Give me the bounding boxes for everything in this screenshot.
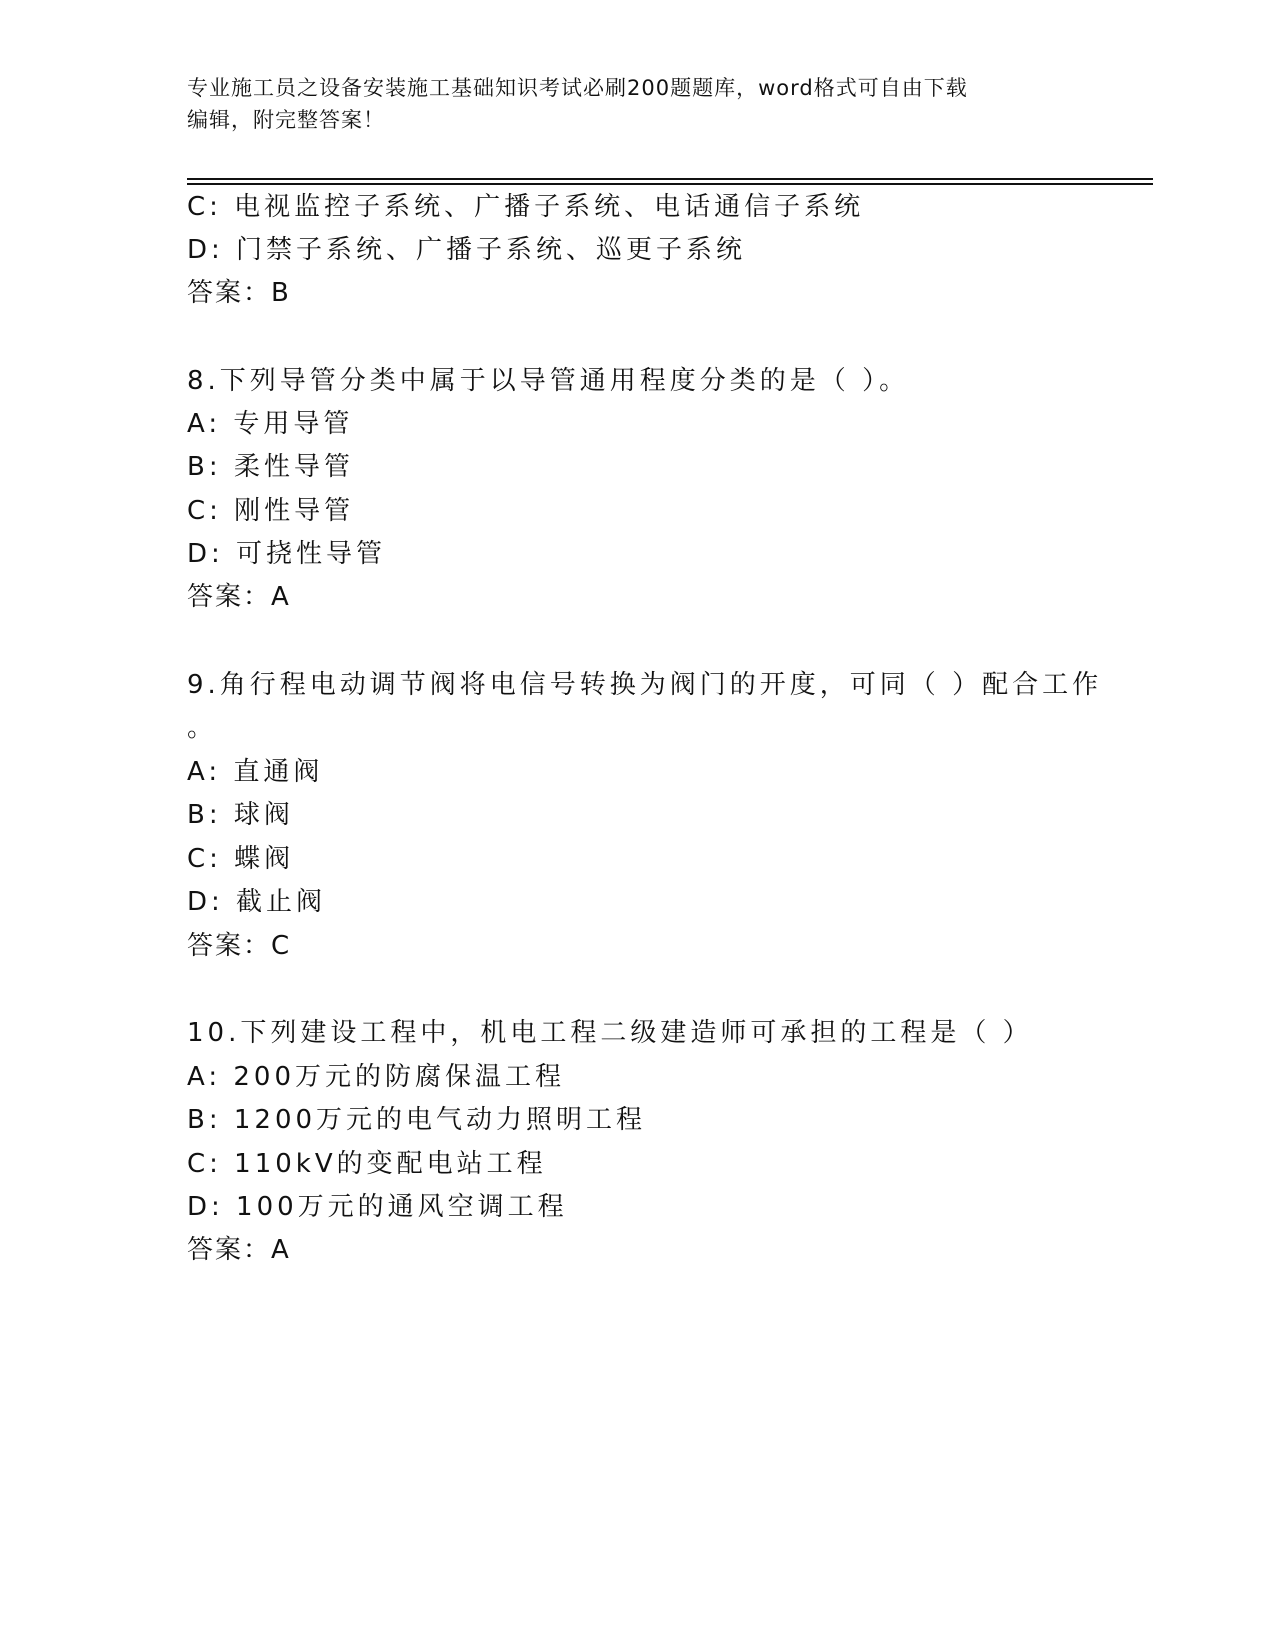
header-title-line1: 专业施工员之设备安装施工基础知识考试必刷200题题库，word格式可自由下载 (187, 76, 968, 100)
q9-option-d: D: 截止阀 (187, 887, 327, 917)
header-divider-top (187, 178, 1153, 180)
q9-question-line2: 。 (187, 713, 218, 743)
q8-question: 8.下列导管分类中属于以导管通用程度分类的是（ ）。 (187, 366, 910, 396)
q9-option-b: B: 球阀 (187, 800, 294, 830)
header-divider-bottom (187, 183, 1153, 185)
q10-option-b: B: 1200万元的电气动力照明工程 (187, 1105, 647, 1135)
q8-option-b: B: 柔性导管 (187, 452, 354, 482)
q8-answer: 答案：A (187, 582, 291, 612)
q8-option-a: A: 专用导管 (187, 409, 354, 439)
q10-option-c: C: 110kV的变配电站工程 (187, 1149, 547, 1179)
q9-option-a: A: 直通阀 (187, 757, 324, 787)
q7-answer: 答案：B (187, 278, 291, 308)
header-title-line2: 编辑，附完整答案！ (187, 108, 385, 132)
q10-question: 10.下列建设工程中，机电工程二级建造师可承担的工程是（ ） (187, 1018, 1033, 1048)
q8-option-d: D: 可挠性导管 (187, 539, 387, 569)
q9-answer: 答案：C (187, 931, 292, 961)
document-header (187, 72, 1087, 136)
q10-option-d: D: 100万元的通风空调工程 (187, 1192, 568, 1222)
q7-option-c: C: 电视监控子系统、广播子系统、电话通信子系统 (187, 192, 865, 222)
q10-option-a: A: 200万元的防腐保温工程 (187, 1062, 565, 1092)
q7-option-d: D: 门禁子系统、广播子系统、巡更子系统 (187, 235, 747, 265)
q8-option-c: C: 刚性导管 (187, 496, 355, 526)
q10-answer: 答案：A (187, 1235, 291, 1265)
q9-option-c: C: 蝶阀 (187, 844, 295, 874)
q9-question-line1: 9.角行程电动调节阀将电信号转换为阀门的开度，可同（ ）配合工作 (187, 670, 1103, 700)
